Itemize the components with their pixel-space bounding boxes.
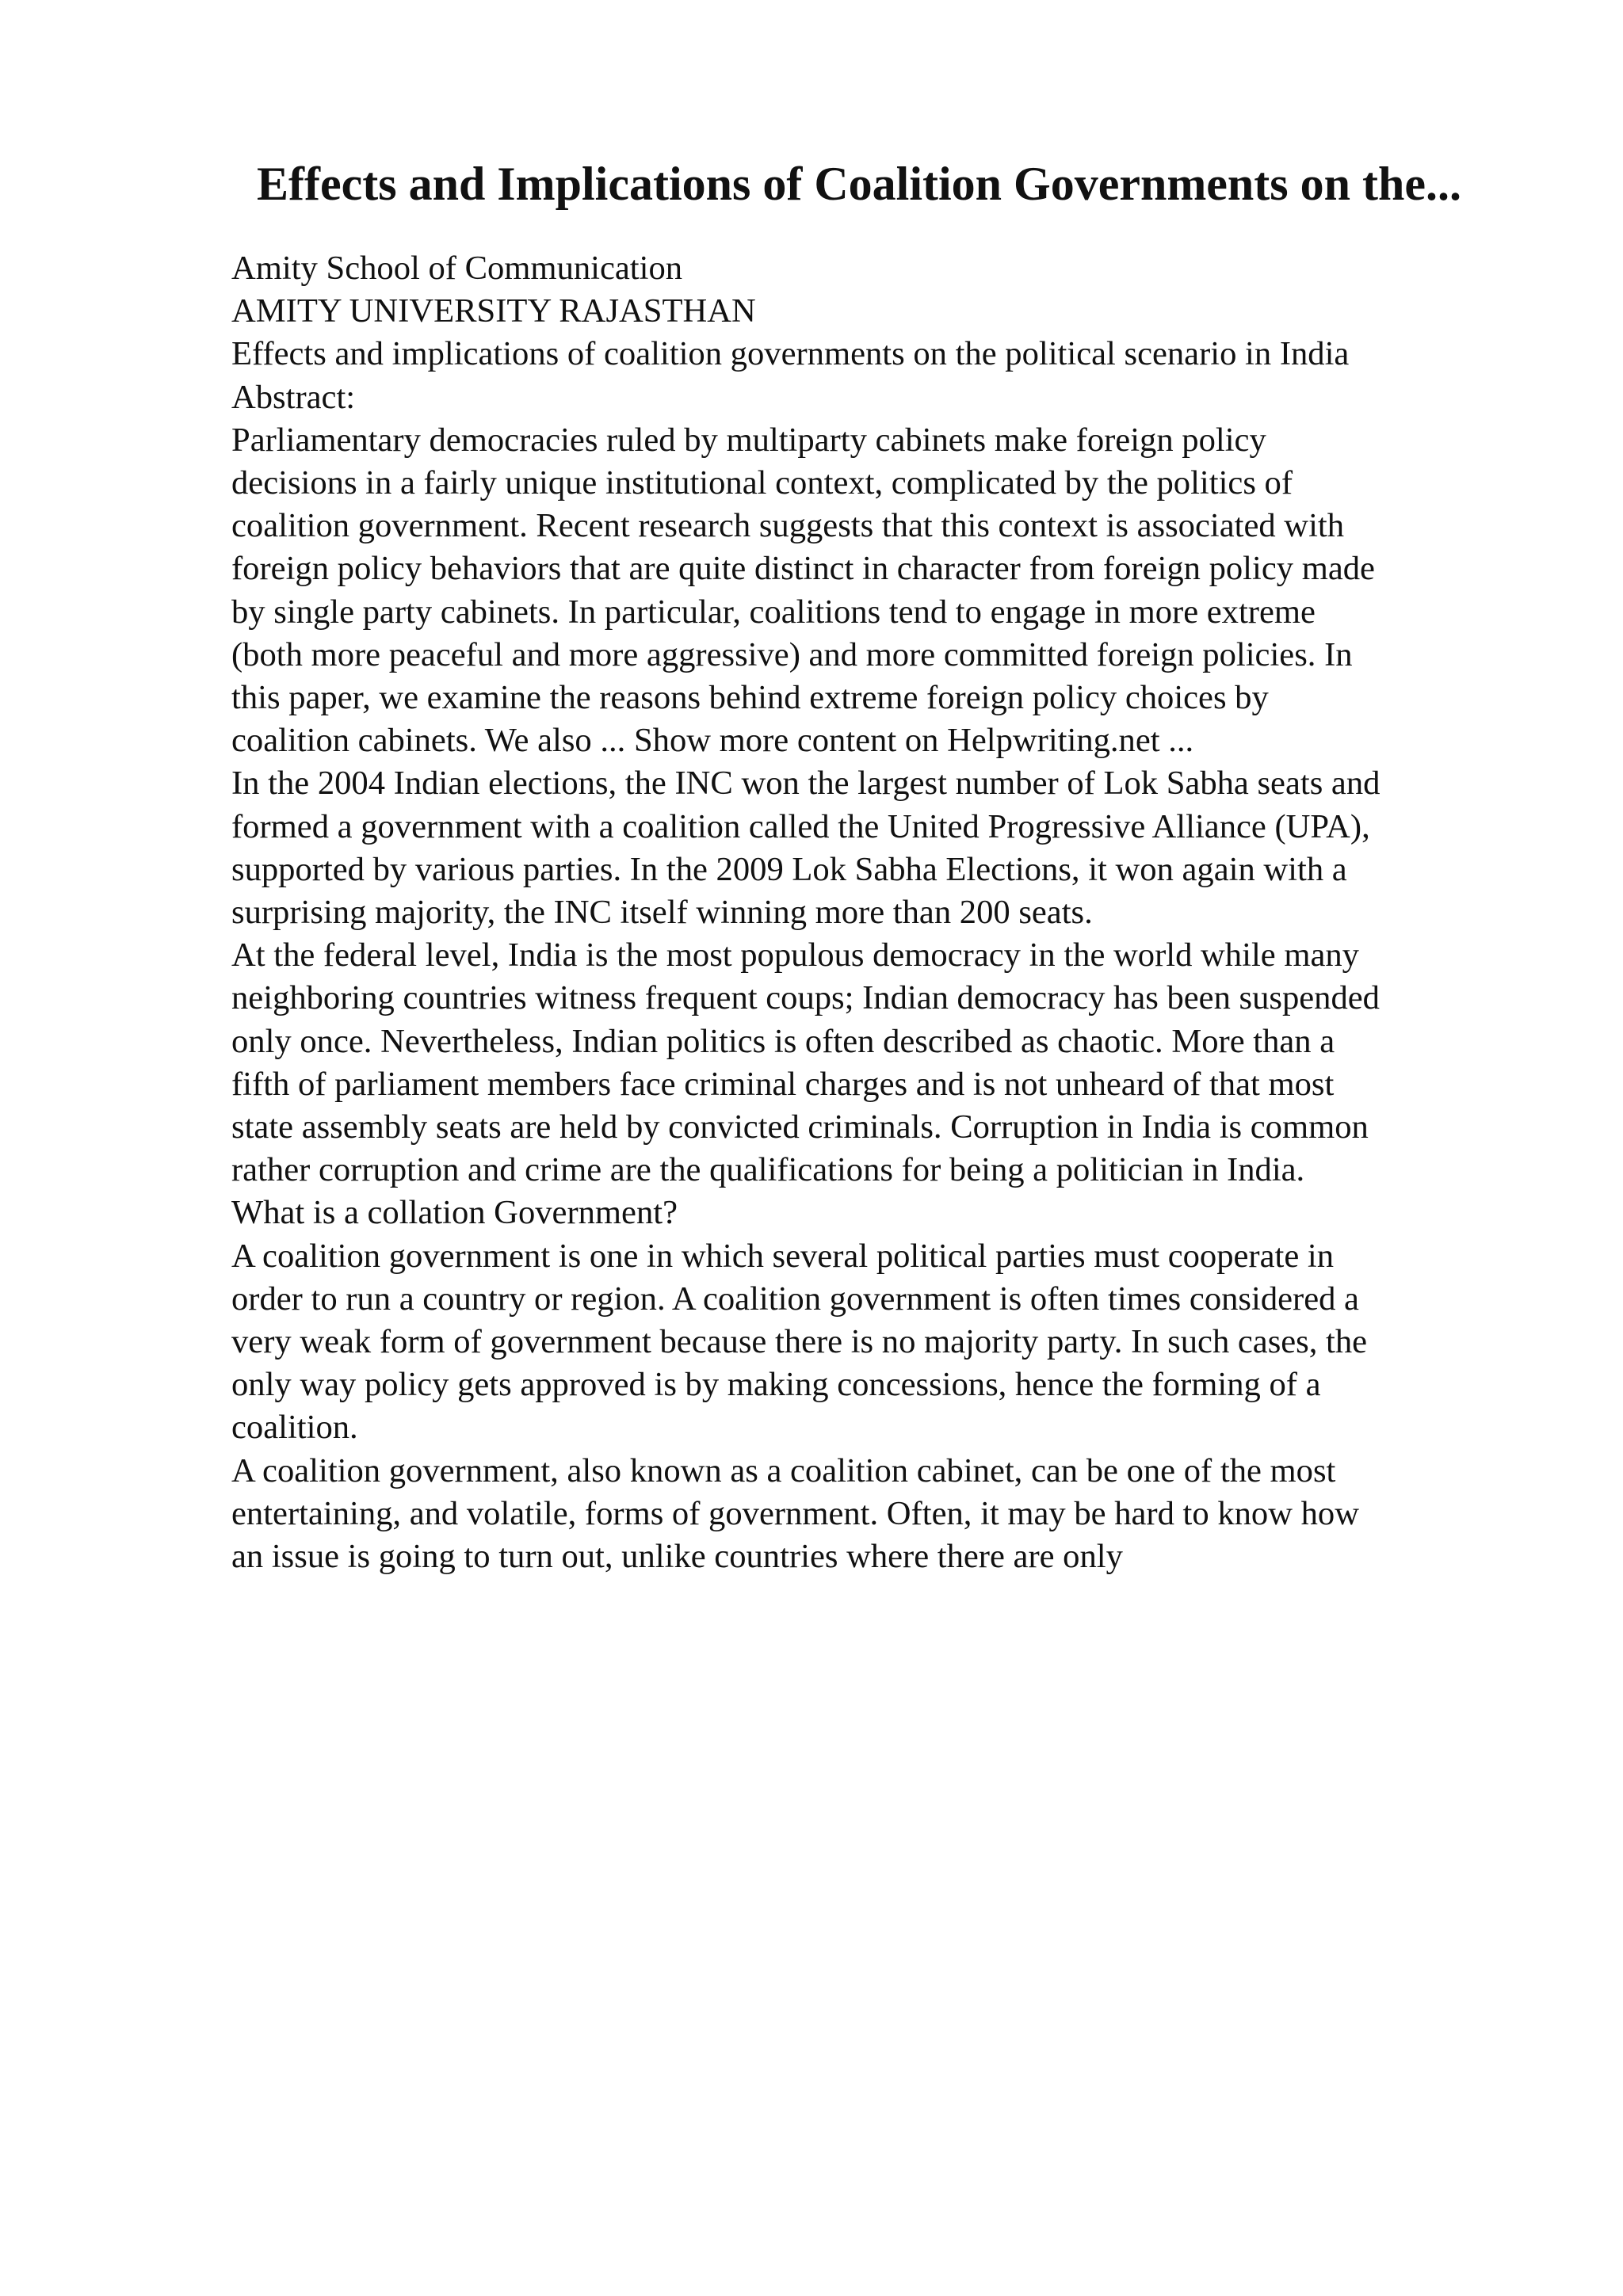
body-line: At the federal level, India is the most populous democracy in the world while many	[231, 936, 1359, 974]
document-title: Effects and Implications of Coalition Governments on the...	[257, 158, 1461, 210]
document-body	[231, 247, 1515, 1578]
body-line: formed a government with a coalition called the United Progressive Alliance (UPA),	[231, 807, 1370, 845]
body-line: foreign policy behaviors that are quite distinct in character from foreign policy made	[231, 550, 1375, 588]
body-line: Parliamentary democracies ruled by multiparty cabinets make foreign policy	[231, 421, 1266, 459]
body-line: fifth of parliament members face criminal charges and is not unheard of that most	[231, 1065, 1335, 1103]
body-line: surprising majority, the INC itself winning more than 200 seats.	[231, 894, 1093, 932]
body-line: only way policy gets approved is by making concessions, hence the forming of a	[231, 1366, 1321, 1404]
body-line: order to run a country or region. A coalition government is often times considered a	[231, 1280, 1359, 1318]
body-line: state assembly seats are held by convicted criminals. Corruption in India is common	[231, 1108, 1369, 1146]
body-line: coalition.	[231, 1409, 358, 1447]
body-line: What is a collation Government?	[231, 1194, 678, 1232]
body-line: entertaining, and volatile, forms of government. Often, it may be hard to know how	[231, 1494, 1359, 1532]
body-line: decisions in a fairly unique institutional context, complicated by the politics of	[231, 464, 1293, 502]
body-line: very weak form of government because there is no majority party. In such cases, the	[231, 1323, 1368, 1361]
body-line: Abstract:	[231, 378, 356, 416]
body-line: supported by various parties. In the 2009 Lok Sabha Elections, it won again with a	[231, 850, 1347, 888]
body-line: this paper, we examine the reasons behind extreme foreign policy choices by	[231, 679, 1269, 717]
body-line: Amity School of Communication	[231, 250, 683, 287]
body-line: neighboring countries witness frequent coups; Indian democracy has been suspended	[231, 979, 1380, 1017]
body-line: by single party cabinets. In particular, coalitions tend to engage in more extreme	[231, 593, 1316, 631]
body-line: A coalition government is one in which several political parties must cooperate in	[231, 1237, 1335, 1275]
body-line: rather corruption and crime are the qualifications for being a politician in India.	[231, 1151, 1305, 1189]
body-line: coalition government. Recent research suggests that this context is associated with	[231, 507, 1345, 545]
body-line: A coalition government, also known as a coalition cabinet, can be one of the most	[231, 1451, 1336, 1489]
body-line: In the 2004 Indian elections, the INC won the largest number of Lok Sabha seats and	[231, 765, 1381, 803]
body-line: an issue is going to turn out, unlike countries where there are only	[231, 1538, 1123, 1576]
body-line: Effects and implications of coalition governments on the political scenario in India	[231, 335, 1350, 373]
body-line: coalition cabinets. We also ... Show more content on Helpwriting.net ...	[231, 722, 1194, 760]
body-line: (both more peaceful and more aggressive) and more committed foreign policies. In	[231, 635, 1353, 673]
body-line: only once. Nevertheless, Indian politics is often described as chaotic. More than a	[231, 1022, 1335, 1060]
body-line: AMITY UNIVERSITY RAJASTHAN	[231, 292, 756, 330]
